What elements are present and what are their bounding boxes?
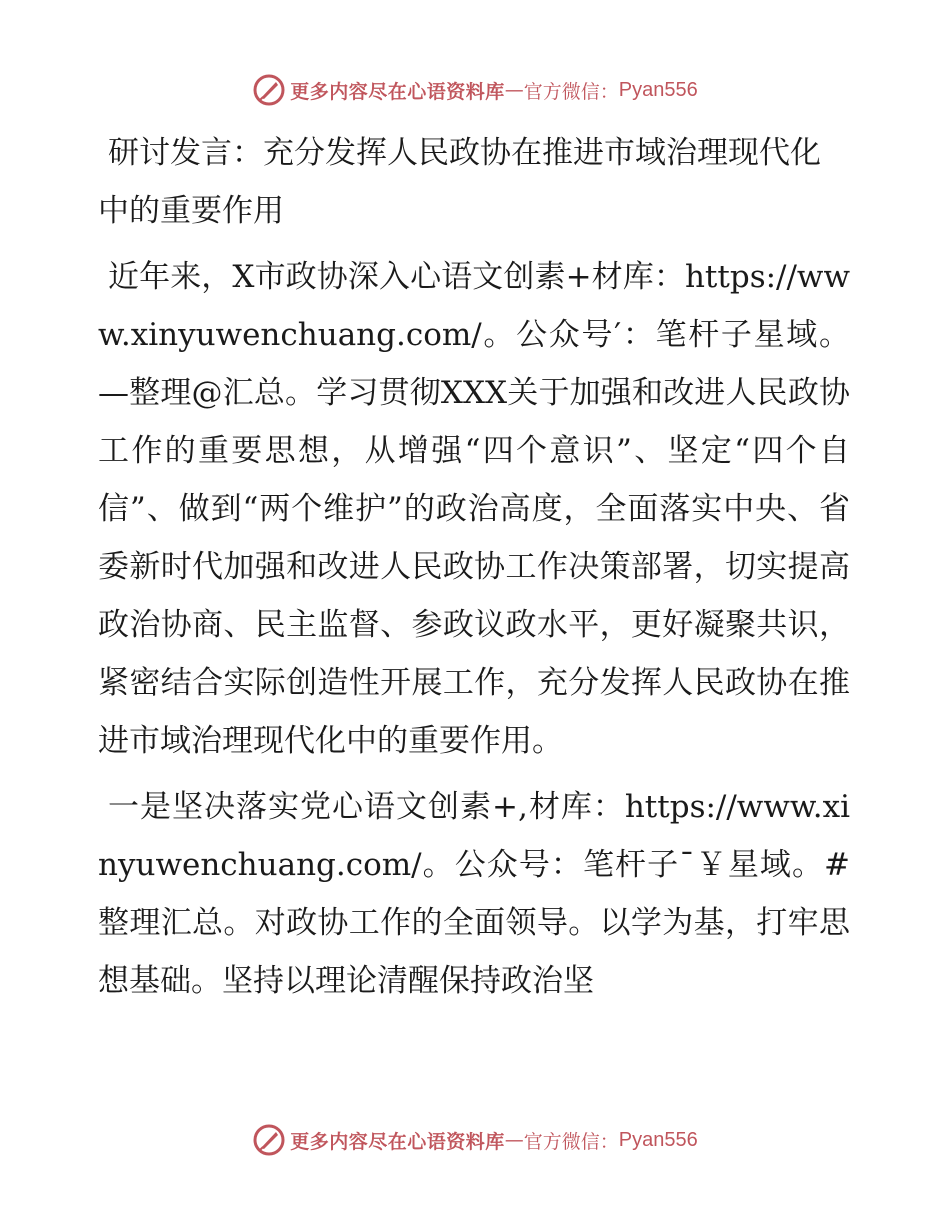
footer-banner xyxy=(0,1120,950,1160)
header-separator: — xyxy=(504,79,524,101)
header-wechat-id: Pyan556 xyxy=(618,78,698,101)
quill-circle-icon xyxy=(252,1123,286,1157)
footer-wechat-id: Pyan556 xyxy=(618,1128,698,1151)
paragraph-1: 近年来，X市政协深入心语文创素+材库：https://www.xinyuwenchuang.com/。公众号′：笔杆子星域。—整理@汇总。学习贯彻XXX关于加强和改进人民政协工作的重要思想，从增强“四个意识”、坚定“四个自信”、做到“两个维护”的政治高度，全面落实中央、省委新时代加强和改进人民政协工作决策部署，切实提高政治协商、民主监督、参政议政水平，更好凝聚共识，紧密结合实际创造性开展工作，充分发挥人民政协在推进市域治理现代化中的重要作用。 xyxy=(98,259,850,759)
header-banner xyxy=(0,70,950,110)
footer-separator: — xyxy=(504,1129,524,1151)
document-title: 研讨发言：充分发挥人民政协在推进市域治理现代化中的重要作用 xyxy=(98,135,821,229)
quill-circle-icon xyxy=(252,73,286,107)
paragraph-2: 一是坚决落实党心语文创素+,材库：https://www.xinyuwenchuang.com/。公众号：笔杆子¯￥星域。#整理汇总。对政协工作的全面领导。以学为基，打牢思想基础。坚持以理论清醒保持政治坚 xyxy=(98,789,850,999)
header-wechat-label: 官方微信： xyxy=(523,80,619,103)
document-body xyxy=(98,124,850,1018)
footer-brand-text: 更多内容尽在心语资料库 xyxy=(290,1130,505,1153)
header-brand-text: 更多内容尽在心语资料库 xyxy=(290,80,505,103)
footer-wechat-label: 官方微信： xyxy=(523,1130,619,1153)
